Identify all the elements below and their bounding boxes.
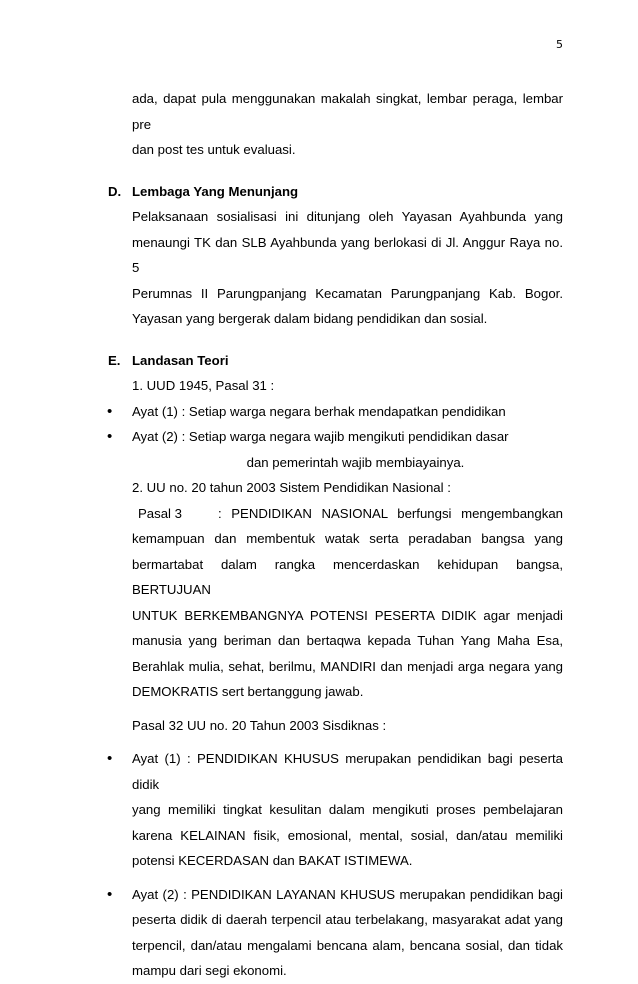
intro-line: ada, dapat pula menggunakan makalah singkat, lembar peraga, lembar pre: [132, 91, 563, 132]
pasal-32-heading: Pasal 32 UU no. 20 Tahun 2003 Sisdiknas :: [132, 717, 387, 733]
pasal-3-line: UNTUK BERKEMBANGNYA POTENSI PESERTA DIDIK agar menjadi: [132, 607, 563, 623]
ayat-2-bullet: • Ayat (2) : Setiap warga negara wajib mengikuti pendidikan dasar: [108, 424, 563, 450]
pasal-3-text: : PENDIDIKAN NASIONAL berfungsi mengembangkan: [218, 505, 563, 521]
uu-item: 2. UU no. 20 tahun 2003 Sistem Pendidikan Nasional :: [132, 480, 451, 495]
uud-item: 1. UUD 1945, Pasal 31 :: [132, 378, 275, 393]
section-d-heading: [108, 179, 563, 205]
pasal-32-ayat-2-line: mampu dari segi ekonomi.: [132, 963, 287, 978]
pasal-3-line: bermartabat dalam rangka mencerdaskan kehidupan bangsa, BERTUJUAN: [132, 556, 563, 597]
pasal-32-ayat-1-line: karena KELAINAN fisik, emosional, mental, sosial, dan/atau memiliki: [132, 827, 563, 843]
pasal-3-label: Pasal 3: [138, 505, 182, 521]
pasal-32-ayat-2-bullet: • Ayat (2) : PENDIDIKAN LAYANAN KHUSUS merupakan pendidikan bagi: [108, 882, 563, 908]
pasal-3-line: Berahlak mulia, sehat, berilmu, MANDIRI dan menjadi arga negara yang: [132, 658, 563, 674]
pasal-32-ayat-1-bullet: • Ayat (1) : PENDIDIKAN KHUSUS merupakan pendidikan bagi peserta didik: [108, 746, 563, 797]
pasal-3-first-line: [108, 501, 563, 527]
page-number: 5: [556, 38, 563, 51]
section-d-line: menaungi TK dan SLB Ayahbunda yang berlokasi di Jl. Anggur Raya no. 5: [132, 234, 563, 275]
pasal-3-line: kemampuan dan membentuk watak serta peradaban bangsa yang: [132, 531, 563, 546]
section-d-line: Pelaksanaan sosialisasi ini ditunjang oleh Yayasan Ayahbunda yang: [132, 209, 563, 224]
pasal-32-ayat-2-line: peserta didik di daerah terpencil atau terbelakang, masyarakat adat yang: [132, 912, 563, 927]
ayat-1-bullet: • Ayat (1) : Setiap warga negara berhak mendapatkan pendidikan: [108, 399, 563, 425]
intro-line: dan post tes untuk evaluasi.: [132, 142, 296, 157]
document-body: [108, 86, 563, 984]
section-d-title: Lembaga Yang Menunjang: [132, 183, 299, 199]
pasal-3-line: DEMOKRATIS sert bertanggung jawab.: [132, 684, 364, 699]
section-e-letter: E.: [108, 352, 121, 368]
section-d-line: Perumnas II Parungpanjang Kecamatan Parungpanjang Kab. Bogor.: [132, 285, 563, 301]
pasal-3-line: manusia yang beriman dan bertaqwa kepada Tuhan Yang Maha Esa,: [132, 633, 563, 648]
section-e-title: Landasan Teori: [132, 352, 229, 368]
section-d-letter: D.: [108, 183, 122, 199]
pasal-32-ayat-1-line: yang memiliki tingkat kesulitan dalam mengikuti proses pembelajaran: [132, 802, 563, 817]
ayat-2-continuation: dan pemerintah wajib membiayainya.: [246, 454, 465, 470]
section-e-heading: [108, 348, 563, 374]
pasal-32-ayat-1-line: potensi KECERDASAN dan BAKAT ISTIMEWA.: [132, 853, 413, 868]
section-d-line: Yayasan yang bergerak dalam bidang pendidikan dan sosial.: [132, 311, 488, 326]
pasal-32-ayat-2-line: terpencil, dan/atau mengalami bencana alam, bencana sosial, dan tidak: [132, 937, 563, 953]
